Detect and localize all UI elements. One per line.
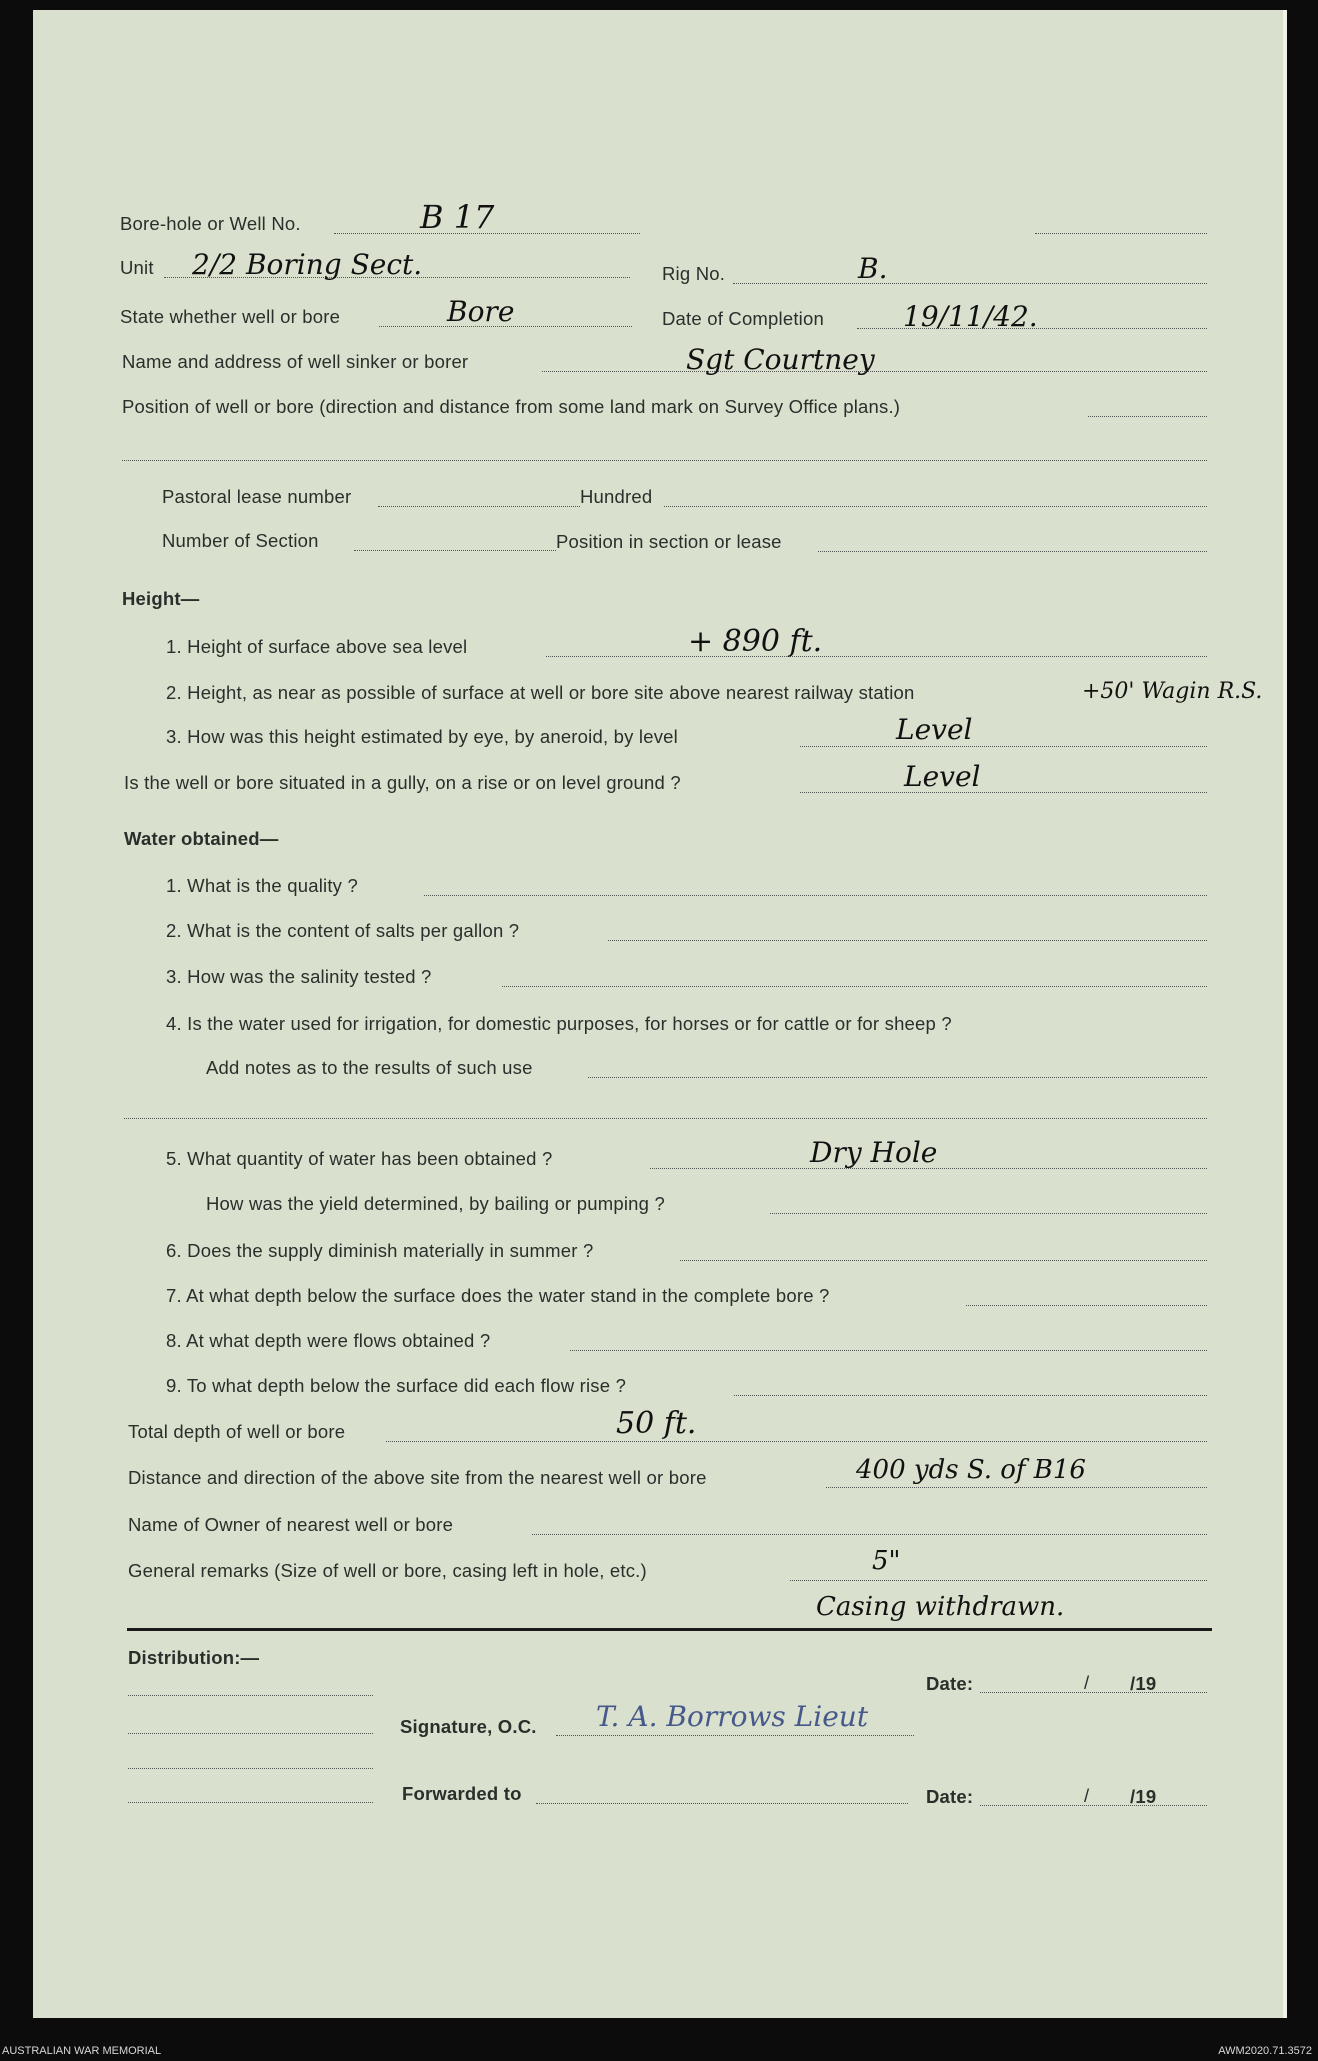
completion-label: Date of Completion — [662, 308, 824, 329]
section-line — [354, 550, 556, 551]
w6-line — [680, 1260, 1207, 1261]
h3-line — [800, 746, 1207, 747]
footer-right: AWM2020.71.3572 — [1218, 2045, 1312, 2057]
bore-no-line-right — [1035, 233, 1207, 234]
date-line-2 — [980, 1805, 1207, 1806]
h3-label: 3. How was this height estimated by eye, by aneroid, by level — [166, 726, 678, 747]
rig-line — [733, 283, 1207, 284]
distribution-line-3 — [128, 1768, 373, 1769]
unit-label: Unit — [120, 257, 154, 278]
w5-label: 5. What quantity of water has been obtained ? — [166, 1148, 553, 1169]
w1-label: 1. What is the quality ? — [166, 875, 358, 896]
section-rule — [127, 1628, 1212, 1631]
lease-line — [378, 506, 580, 507]
w4-notes-line — [588, 1077, 1207, 1078]
h3-value: Level — [896, 713, 973, 746]
date-line-1 — [980, 1692, 1207, 1693]
w5-yield-label: How was the yield determined, by bailing or pumping ? — [206, 1193, 665, 1214]
rig-label: Rig No. — [662, 263, 726, 284]
h2-label: 2. Height, as near as possible of surface at well or bore site above nearest railway station — [166, 682, 915, 703]
remarks-casing-value: Casing withdrawn. — [816, 1592, 1065, 1622]
w7-line — [966, 1305, 1207, 1306]
unit-value: 2/2 Boring Sect. — [192, 248, 423, 281]
h1-value: + 890 ft. — [688, 624, 823, 659]
h1-line — [546, 656, 1207, 657]
gully-line — [800, 792, 1207, 793]
state-value: Bore — [447, 295, 515, 328]
w4-label: 4. Is the water used for irrigation, for domestic purposes, for horses or for cattle or for sheep ? — [166, 1013, 952, 1034]
owner-label: Name of Owner of nearest well or bore — [128, 1514, 454, 1535]
w3-label: 3. How was the salinity tested ? — [166, 966, 432, 987]
hundred-line — [664, 506, 1207, 507]
w8-line — [570, 1350, 1207, 1351]
h2-value: +50' Wagin R.S. — [1082, 679, 1263, 704]
owner-line — [532, 1534, 1207, 1535]
date-year-1: /19 — [1130, 1673, 1157, 1694]
forwarded-label: Forwarded to — [402, 1783, 522, 1804]
hundred-label: Hundred — [580, 486, 653, 507]
signature-line — [556, 1735, 914, 1736]
w4-notes-line-2 — [124, 1118, 1207, 1119]
distribution-label: Distribution:— — [128, 1647, 260, 1668]
depth-value: 50 ft. — [616, 1406, 697, 1441]
sinker-label: Name and address of well sinker or borer — [122, 351, 469, 372]
bore-no-value: B 17 — [420, 198, 495, 236]
rig-value: B. — [858, 252, 888, 285]
position-label: Position of well or bore (direction and distance from some land mark on Survey Office plans.) — [122, 396, 901, 417]
w6-label: 6. Does the supply diminish materially in summer ? — [166, 1240, 594, 1261]
date-sep-1: / — [1084, 1672, 1090, 1693]
depth-line — [386, 1441, 1207, 1442]
height-heading: Height— — [122, 588, 200, 609]
date-label-2: Date: — [926, 1786, 974, 1807]
remarks-size-value: 5" — [872, 1546, 901, 1576]
date-year-2: /19 — [1130, 1786, 1157, 1807]
distance-line — [826, 1487, 1207, 1488]
gully-label: Is the well or bore situated in a gully, on a rise or on level ground ? — [124, 772, 681, 793]
w8-label: 8. At what depth were flows obtained ? — [166, 1330, 491, 1351]
w9-line — [734, 1395, 1207, 1396]
w7-label: 7. At what depth below the surface does the water stand in the complete bore ? — [166, 1285, 830, 1306]
w2-label: 2. What is the content of salts per gallon ? — [166, 920, 520, 941]
w3-line — [502, 986, 1207, 987]
w9-label: 9. To what depth below the surface did each flow rise ? — [166, 1375, 627, 1396]
position-line — [1088, 416, 1207, 417]
w5-yield-line — [770, 1213, 1207, 1214]
pos-section-label: Position in section or lease — [556, 531, 782, 552]
distribution-line-4 — [128, 1802, 373, 1803]
date-sep-2: / — [1084, 1785, 1090, 1806]
pos-section-line — [818, 551, 1207, 552]
signature-value: T. A. Borrows Lieut — [596, 1700, 869, 1733]
gully-value: Level — [904, 760, 981, 793]
distribution-line-1 — [128, 1695, 373, 1696]
remarks-line — [790, 1580, 1207, 1581]
remarks-label: General remarks (Size of well or bore, casing left in hole, etc.) — [128, 1560, 647, 1581]
forwarded-line — [536, 1803, 908, 1804]
distance-value: 400 yds S. of B16 — [856, 1455, 1086, 1485]
section-label: Number of Section — [162, 530, 319, 551]
distance-label: Distance and direction of the above site from the nearest well or bore — [128, 1467, 707, 1488]
signature-label: Signature, O.C. — [400, 1716, 537, 1737]
position-line-2 — [122, 460, 1207, 461]
distribution-line-2 — [128, 1733, 373, 1734]
w2-line — [608, 940, 1207, 941]
h1-label: 1. Height of surface above sea level — [166, 636, 468, 657]
completion-value: 19/11/42. — [903, 300, 1038, 333]
state-label: State whether well or bore — [120, 306, 341, 327]
w4-notes-label: Add notes as to the results of such use — [206, 1057, 533, 1078]
footer-left: AUSTRALIAN WAR MEMORIAL — [2, 2045, 162, 2057]
sinker-value: Sgt Courtney — [686, 343, 875, 376]
date-label-1: Date: — [926, 1673, 974, 1694]
depth-label: Total depth of well or bore — [128, 1421, 346, 1442]
w5-value: Dry Hole — [810, 1136, 938, 1169]
lease-label: Pastoral lease number — [162, 486, 352, 507]
bore-no-label: Bore-hole or Well No. — [120, 213, 301, 234]
w1-line — [424, 895, 1207, 896]
water-heading: Water obtained— — [124, 828, 279, 849]
